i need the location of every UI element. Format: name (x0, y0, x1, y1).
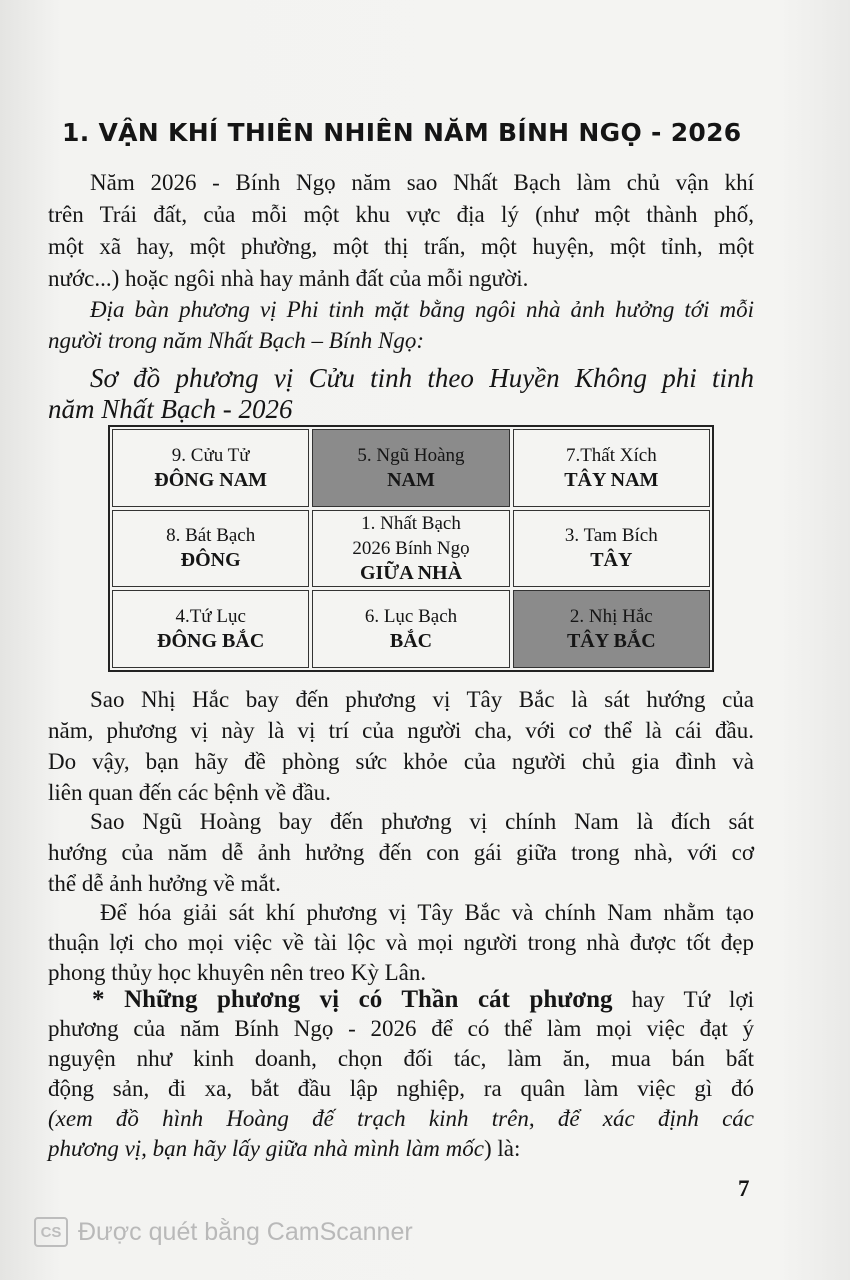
ngu-hoang-line: Sao Ngũ Hoàng bay đến phương vị chính Nam là đích sát (90, 809, 754, 834)
grid-cell-star: 5. Ngũ Hoàng (357, 444, 465, 466)
grid-cell-star: 3. Tam Bích (564, 525, 658, 547)
nhi-hac-line: năm, phương vị này là vị trí của người cha, với cơ thể là cái đầu. (48, 718, 754, 743)
hoa-giai-line: phong thủy học khuyên nên treo Kỳ Lân. (48, 960, 427, 985)
grid-cell-star: 2. Nhị Hắc (569, 606, 653, 628)
nine-star-grid (108, 425, 714, 672)
nhi-hac-line: liên quan đến các bệnh về đầu. (48, 780, 331, 805)
location-line: người trong năm Nhất Bạch – Bính Ngọ: (48, 328, 424, 353)
grid-cell-direction: ĐÔNG BẮC (157, 630, 265, 653)
grid-cell (513, 429, 710, 507)
ngu-hoang-line: hướng của năm dễ ảnh hưởng đến con gái giữa trong nhà, với cơ (48, 840, 754, 865)
grid-cell (112, 429, 309, 507)
grid-cell-direction: ĐÔNG (180, 549, 241, 572)
intro-line: trên Trái đất, của mỗi một khu vực địa lý (như một thành phố, (48, 202, 754, 227)
diagram-title-line: năm Nhất Bạch - 2026 (48, 394, 293, 424)
grid-cell (112, 510, 309, 588)
than-cat-bold: * Những phương vị có Thần cát phương (92, 986, 613, 1013)
than-cat-line: (xem đồ hình Hoàng đế trạch kinh trên, để xác định các (48, 1106, 754, 1131)
than-cat-rest-end: ) là: (483, 1136, 521, 1161)
grid-cell-direction: TÂY BẮC (566, 630, 656, 653)
than-cat-line: nguyện như kinh doanh, chọn đối tác, làm ăn, mua bán bất (48, 1046, 754, 1071)
grid-cell-direction: GIỮA NHÀ (359, 561, 463, 584)
grid-cell (513, 510, 710, 588)
grid-cell-direction: TÂY (590, 549, 633, 572)
intro-line: một xã hay, một phường, một thị trấn, một huyện, một tỉnh, một (48, 234, 754, 259)
grid-cell-star: 8. Bát Bạch (166, 525, 256, 547)
ngu-hoang-line: thể dễ ảnh hưởng về mắt. (48, 871, 281, 896)
grid-cell-star: 2026 Bính Ngọ (352, 537, 470, 559)
grid-cell (513, 590, 710, 668)
section-heading: 1. VẬN KHÍ THIÊN NHIÊN NĂM BÍNH NGỌ - 2026 (62, 118, 742, 147)
grid-cell (112, 590, 309, 668)
grid-cell-star: 9. Cửu Tử (171, 444, 250, 466)
grid-cell-star: 4.Tứ Lục (175, 606, 246, 628)
hoa-giai-line: Để hóa giải sát khí phương vị Tây Bắc và chính Nam nhằm tạo (100, 900, 754, 925)
than-cat-rest: hay Tứ lợi (612, 987, 754, 1012)
hoa-giai-line: thuận lợi cho mọi việc về tài lộc và mọi người trong nhà được tốt đẹp (48, 930, 754, 955)
grid-cell (312, 590, 509, 668)
nhi-hac-line: Do vậy, bạn hãy đề phòng sức khỏe của người chủ gia đình và (48, 749, 754, 774)
nhi-hac-line: Sao Nhị Hắc bay đến phương vị Tây Bắc là sát hướng của (90, 687, 754, 712)
diagram-title-line: Sơ đồ phương vị Cửu tinh theo Huyền Không phi tinh (90, 363, 754, 393)
grid-cell (312, 429, 509, 507)
grid-cell-star: 1. Nhất Bạch (361, 512, 461, 534)
grid-cell-direction: BẮC (389, 630, 433, 653)
grid-cell-direction: ĐÔNG NAM (154, 468, 268, 491)
than-cat-italic-end: phương vị, bạn hãy lấy giữa nhà mình làm mốc (48, 1136, 484, 1161)
page-number: 7 (738, 1176, 750, 1201)
grid-cell-star: 6. Lục Bạch (364, 606, 458, 628)
intro-line: nước...) hoặc ngôi nhà hay mảnh đất của mỗi người. (48, 266, 529, 291)
than-cat-line: phương của năm Bính Ngọ - 2026 để có thể làm mọi việc đạt ý (48, 1016, 754, 1041)
grid-cell (312, 510, 509, 588)
than-cat-line (92, 983, 754, 1017)
than-cat-line (48, 1133, 754, 1164)
grid-cell-direction: TÂY NAM (564, 468, 659, 491)
nine-star-grid-inner (112, 429, 710, 668)
watermark-text: Được quét bằng CamScanner (78, 1217, 413, 1246)
location-line: Địa bàn phương vị Phi tinh mặt bằng ngôi nhà ảnh hưởng tới mỗi (90, 297, 754, 322)
intro-line: Năm 2026 - Bính Ngọ năm sao Nhất Bạch làm chủ vận khí (90, 170, 754, 195)
grid-cell-star: 7.Thất Xích (565, 444, 657, 466)
camscanner-watermark (34, 1212, 413, 1252)
grid-cell-direction: NAM (387, 468, 435, 491)
camscanner-logo-icon: CS (34, 1217, 68, 1247)
than-cat-line: động sản, đi xa, bắt đầu lập nghiệp, ra quân làm việc gì đó (48, 1076, 754, 1101)
